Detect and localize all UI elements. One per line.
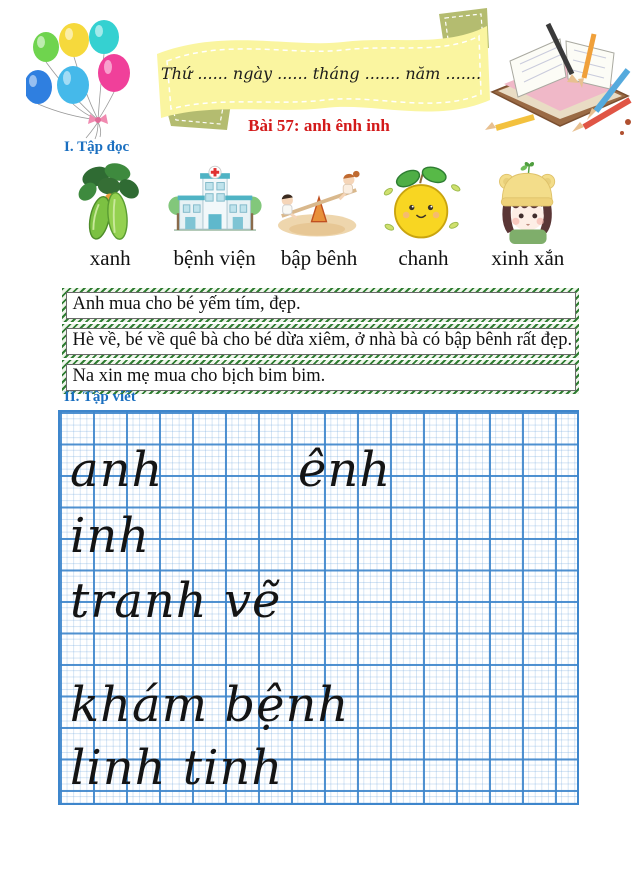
sentence-text: Na xin mẹ mua cho bịch bim bim.: [66, 364, 576, 391]
sentence-text: Hè về, bé về quê bà cho bé dừa xiêm, ở nhà bà có bập bênh rất đẹp.: [66, 328, 576, 355]
writing-section-heading: II. Tập viết: [64, 389, 136, 405]
reading-section-heading: I. Tập đọc: [64, 139, 130, 155]
vocab-item-chanh: [371, 154, 475, 270]
practice-word: linh tinh: [70, 740, 284, 796]
vocab-word: chanh: [398, 245, 449, 270]
date-line: Thứ ...... ngày ...... tháng ....... năm .......: [160, 64, 482, 83]
date-banner: [143, 6, 495, 132]
sentence-row: [62, 324, 579, 358]
cute-girl-icon: [487, 158, 569, 244]
practice-word: tranh vẽ: [70, 573, 282, 629]
practice-word: inh: [70, 508, 151, 564]
practice-word: ênh: [298, 442, 392, 498]
lesson-title: Bài 57: anh ênh inh: [248, 116, 390, 135]
sentence-text: Anh mua cho bé yếm tím, đẹp.: [66, 292, 576, 319]
vocab-word: xanh: [89, 245, 131, 270]
vocab-word: bập bênh: [280, 245, 358, 270]
lemon-icon: [379, 158, 467, 244]
practice-word: khám bệnh: [70, 677, 350, 733]
vocab-item-xanh: [58, 154, 162, 270]
handwriting-grid: [58, 410, 579, 805]
green-vegetables-icon: [66, 158, 154, 244]
vocab-word: xinh xắn: [491, 245, 565, 270]
vocab-word: bệnh viện: [173, 245, 256, 270]
sentence-row: [62, 288, 579, 322]
hospital-icon: [167, 158, 263, 244]
vocab-item-bap-benh: [267, 154, 371, 270]
vocab-item-benh-vien: [162, 154, 266, 270]
sentence-row: [62, 360, 579, 394]
vocab-item-xinh-xan: [476, 154, 580, 270]
seesaw-icon: [271, 158, 367, 244]
vocabulary-row: [58, 154, 580, 270]
reading-sentences-box: [62, 288, 579, 396]
practice-word: anh: [70, 442, 164, 498]
